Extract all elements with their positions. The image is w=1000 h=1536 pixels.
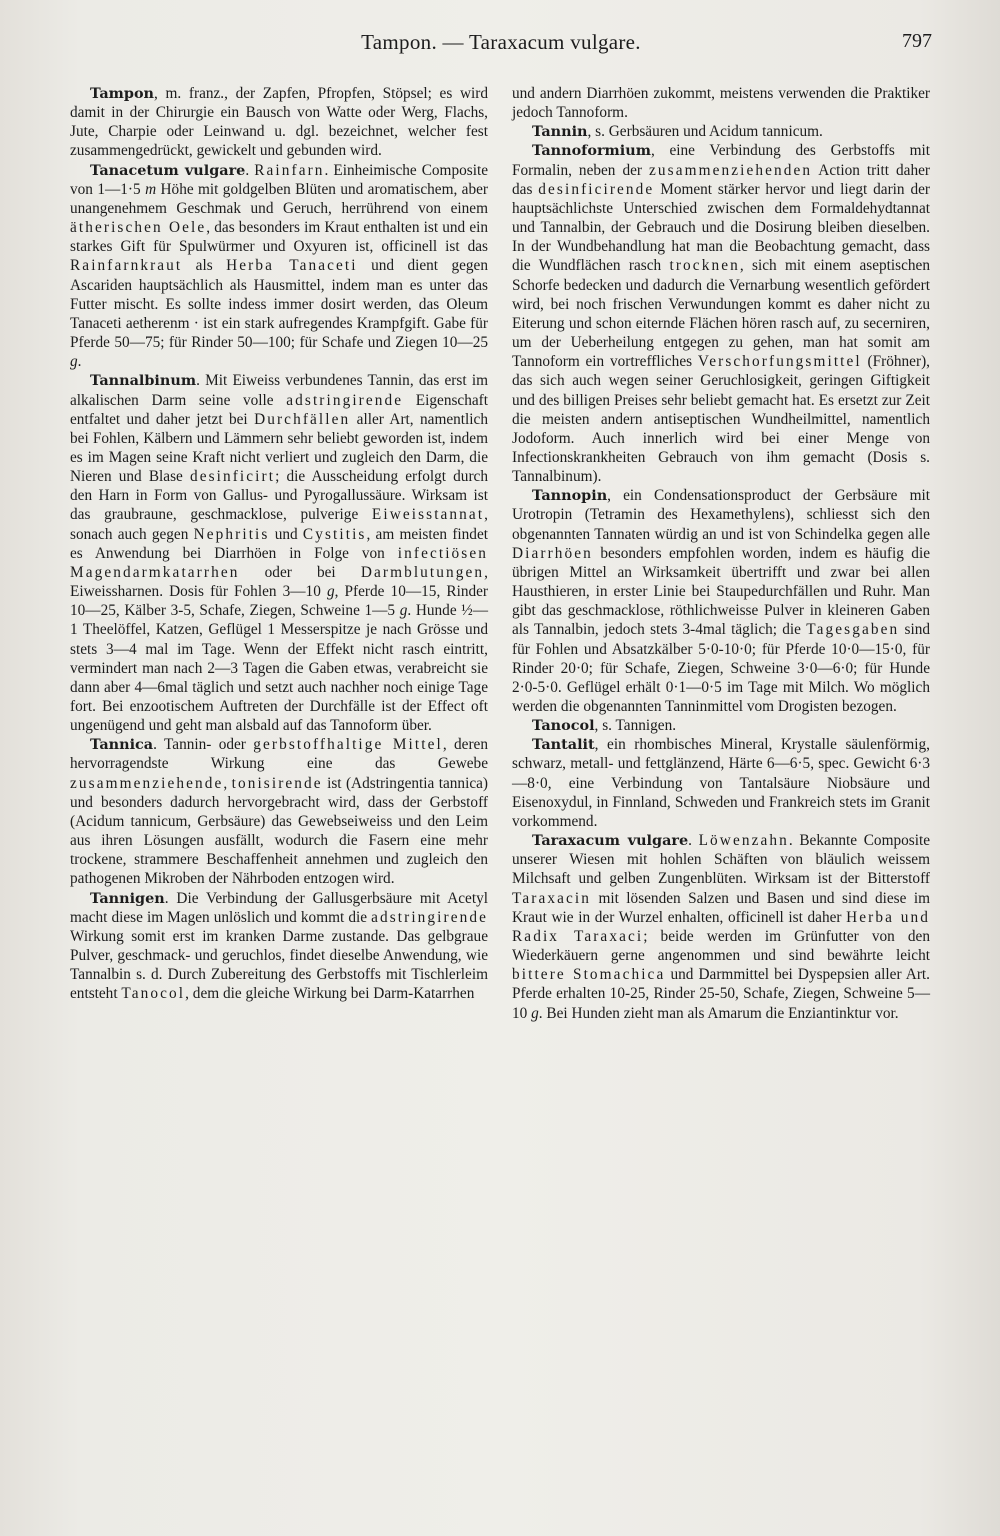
entry-paragraph bbox=[70, 84, 488, 161]
entry-text: Wirkung somit erst im kranken Darme zustande. Das gelbgraue Pulver, geschmack- und geruchlos, findet dieselbe Anwendung, wie Tannalbin s. d. Durch Zubereitung des Gerbstoffs mit Tischlerleim entsteht bbox=[70, 927, 488, 1003]
emphasized-term: Herba Tanaceti bbox=[226, 257, 358, 275]
entry-paragraph bbox=[512, 831, 930, 1023]
entry-paragraph bbox=[70, 889, 488, 1004]
entry-text: Höhe mit goldgelben Blüten und aromatischem, aber unangenehmem Geschmak und Geruch, herrührend von einem bbox=[70, 180, 488, 217]
entry-text: . Einheimische Composite von 1—1·5 bbox=[70, 161, 488, 198]
emphasized-term: Taraxacin bbox=[512, 889, 591, 907]
emphasized-term: adstringirende bbox=[286, 391, 404, 409]
entry-paragraph bbox=[512, 84, 930, 122]
emphasized-term: zusammenziehenden bbox=[649, 161, 813, 179]
emphasized-term: Diarrhöen bbox=[512, 544, 593, 562]
entry-text: ; beide werden im Grünfutter von den Wiederkäuern gerne angenommen und sind bewährte leicht bbox=[512, 927, 930, 965]
entry-text: , ein Condensationsproduct der Gerbsäure mit Urotropin (Tetramin des Hexamethylens), schliesst sich den obgenannten Tannaten würdig an und ist von Schindelka gegen alle bbox=[512, 487, 930, 543]
emphasized-term: adstringirende bbox=[371, 908, 488, 926]
entry-text: , Pferde 10—15, Rinder 10—25, Kälber 3-5, Schafe, Ziegen, Schweine 1—5 bbox=[70, 583, 488, 620]
entry-text: , ein rhombisches Mineral, Krystalle säulenförmig, schwarz, metall- und fettglänzend, Härte 6—6·5, spec. Gewicht 6·3—8·0, eine Verbindung von Tantalsäure Niobsäure und Eisenoxydul, in Finnland, Schweden und Frankreich stets im Granit vorkommend. bbox=[512, 736, 930, 830]
entry-text: Eigenschaft entfaltet und daher jetzt bei bbox=[70, 391, 489, 428]
right-column bbox=[512, 84, 930, 1023]
entry-text: Moment stärker hervor und liegt darin der hauptsächlichste Unterschied zwischen dem Formaldehydtannat und Tannalbin, der Gebrauch und die Dosirung bleiben dieselben. In der Wundbehandlung hat man die Beobachtung gemacht, dass die Wundflächen rasch bbox=[512, 180, 930, 275]
entry-paragraph bbox=[512, 735, 930, 831]
page-header bbox=[70, 30, 932, 64]
entry-text: und andern Diarrhöen zukommt, meistens verwenden die Praktiker jedoch Tannoform. bbox=[512, 85, 930, 122]
entry-headword: Tannica bbox=[90, 736, 154, 754]
entry-text: , s. Tannigen. bbox=[594, 717, 677, 735]
entry-text: sind für Fohlen und Absatzkälber 5·0-10·0; für Pferde 10·0—15·0, für Rinder 20·0; für Schafe, Ziegen, Schweine 3·0—6·0; für Hunde 2·0-5·0. Geflügel erhält 0·1—0·5 im Tage mit Milch. Wo möglich werden die obgenannten Tanninmittel vom Drogisten bezogen. bbox=[512, 621, 931, 715]
emphasized-term: Herba und Radix Taraxaci bbox=[512, 908, 931, 945]
entry-text: . Mit Eiweiss verbundenes Tannin, das erst im alkalischen Darm seine volle bbox=[70, 372, 488, 409]
entry-headword: Tanocol bbox=[532, 717, 595, 735]
entry-text: oder bei bbox=[239, 563, 361, 581]
entry-text: mit lösenden Salzen und Basen und sind diese im Kraut wie in der Wurzel enhalten, officinell ist daher bbox=[512, 889, 930, 926]
entry-headword: Tannalbinum bbox=[90, 372, 197, 390]
entry-text: , eine Verbindung des Gerbstoffs mit Formalin, neben der bbox=[512, 142, 930, 179]
entry-paragraph bbox=[70, 735, 488, 888]
left-column bbox=[70, 84, 488, 1004]
page-number: 797 bbox=[902, 30, 932, 52]
emphasized-term: Durchfällen bbox=[254, 410, 351, 428]
entry-headword: Tantalit bbox=[532, 736, 595, 754]
emphasized-term: Darmblutungen bbox=[360, 563, 485, 581]
unit-symbol: g bbox=[326, 583, 335, 601]
entry-text: und dient gegen Ascariden hauptsächlich als Hausmittel, indem man es unter das Futter mischt. Es sollte indess immer dosirt werden, das Oleum Tanaceti aetherenm · ist ein stark aufregendes Krampfgift. Gabe für Pferde 50—75; für Rinder 50—100; für Schafe und Ziegen 10—25 bbox=[70, 257, 488, 352]
entry-headword: Tannigen bbox=[90, 889, 165, 907]
entry-text: Action tritt daher das bbox=[512, 161, 930, 198]
entry-text: und Darmmittel bei Dyspepsien aller Art. Pferde erhalten 10-25, Rinder 25-50, Schafe, Ziegen, Schweine 5—10 bbox=[512, 966, 931, 1022]
entry-text: . Bekannte Composite unserer Wiesen mit hohlen Schäften von bläulich weissem Milchsaft und gelben Zungenblüten. Wirksam ist der Bitterstoff bbox=[512, 832, 931, 888]
emphasized-term: infectiösen Magendarmkatarrhen bbox=[70, 544, 488, 581]
entry-text: , Eiweissharnen. Dosis für Fohlen 3—10 bbox=[70, 563, 488, 601]
entry-text: , sich mit einem aseptischen Schorfe bedecken und dadurch die Vernarbung wesentlich gefördert wird, bei noch frischen Verwundungen kommt es daher nicht zu Eiterung und schon eiternde Flächen hören rasch auf, zu secerniren, um der Ueberheilung entgegen zu gehen, man hat somit am Tannoform ein vortreffliches bbox=[512, 257, 930, 371]
entry-text: , deren hervorragendste Wirkung eine das Gewebe bbox=[70, 736, 488, 773]
emphasized-term: Nephritis bbox=[193, 525, 270, 543]
emphasized-term: trocknen bbox=[669, 257, 740, 275]
entry-text: . Tannin- oder bbox=[153, 736, 254, 754]
emphasized-term: tonisirende bbox=[231, 774, 323, 792]
entry-text: als bbox=[182, 257, 227, 275]
entry-text: , m. franz., der Zapfen, Pfropfen, Stöpsel; es wird damit in der Chirurgie ein Bausch von Watte oder Werg, Flachs, Jute, Charpie oder Leinwand u. dgl. bezeichnet, welcher fest zusammengedrückt, gewickelt und gebunden wird. bbox=[70, 85, 488, 160]
unit-symbol: g bbox=[531, 1004, 539, 1022]
entry-text: . bbox=[688, 832, 699, 850]
emphasized-term: bittere Stomachica bbox=[512, 966, 666, 984]
entry-headword: Tampon bbox=[90, 85, 155, 102]
entry-paragraph bbox=[512, 716, 930, 735]
entry-text: (Fröhner), das sich auch wegen seiner Geruchlosigkeit, geringen Giftigkeit und des billigen Preises sehr beliebt gemacht hat. Es ersetzt zur Zeit die meisten andern antiseptischen Wundheilmittel, namentlich Jodoform. Auch innerlich wird bei einer Menge von Infectionskrankheiten Gebrauch von ihm gemacht (Dosis s. Tannalbinum). bbox=[512, 353, 930, 486]
emphasized-term: desinficirende bbox=[538, 180, 655, 198]
running-title: Tampon. — Taraxacum vulgare. bbox=[361, 30, 641, 54]
entry-paragraph bbox=[70, 371, 488, 735]
entry-text: ist (Adstringentia tannica) und besonders dadurch hervorgebracht wird, dass der Gerbstoff (Acidum tannicum, Gerbsäure) das Gewebseiweiss und den Leim aus ihren Lösungen ausfällt, wodurch die Fasern eine mehr trockene, strammere Beschaffenheit annehmen und zugleich den pathogenen Mikroben der Nährboden entzogen wird. bbox=[70, 774, 488, 888]
entry-paragraph bbox=[512, 141, 930, 486]
unit-symbol: g bbox=[70, 353, 78, 371]
emphasized-term: gerbstoffhaltige Mittel bbox=[253, 736, 443, 754]
emphasized-term: Tanocol bbox=[121, 985, 186, 1003]
entry-text: . Bei Hunden zieht man als Amarum die Enziantinktur vor. bbox=[538, 1004, 899, 1022]
entry-text: und bbox=[269, 525, 303, 543]
emphasized-term: Löwenzahn bbox=[698, 832, 789, 850]
entry-text: besonders empfohlen worden, indem es häufig die übrigen Mittel an Wirksamkeit übertrifft und zwar bei allen Hausthieren, in erster Linie bei Staupedurchfällen und Ruhr. Man gibt das geschmacklose, röthlichweisse Pulver in kleineren Gaben als Tannalbin, jedoch stets 3-4mal täglich; die bbox=[512, 544, 930, 639]
emphasized-term: zusammenziehende bbox=[70, 774, 224, 792]
entry-paragraph bbox=[70, 161, 488, 372]
entry-text: aller Art, namentlich bei Fohlen, Kälbern und Lämmern sehr beliebt geworden ist, indem es im Magen seine Kraft nicht verliert und zugleich den Darm, die Nieren und Blase bbox=[70, 410, 488, 486]
entry-text: , dem die gleiche Wirkung bei Darm-Katarrhen bbox=[185, 985, 475, 1003]
entry-headword: Tannopin bbox=[532, 487, 608, 505]
emphasized-term: Rainfarnkraut bbox=[70, 257, 183, 275]
entry-text: , sonach auch gegen bbox=[70, 506, 488, 543]
entry-text: , bbox=[223, 774, 232, 792]
emphasized-term: desinficirt bbox=[189, 468, 276, 486]
entry-text: . bbox=[245, 161, 255, 179]
entry-headword: Tannin bbox=[532, 123, 588, 141]
emphasized-term: Eiweisstannat bbox=[371, 506, 485, 524]
entry-text: , s. Gerbsäuren und Acidum tannicum. bbox=[587, 123, 823, 141]
emphasized-term: ätherischen Oele bbox=[70, 219, 207, 237]
entry-text: . Die Verbindung der Gallusgerbsäure mit Acetyl macht diese im Magen unlöslich und kommt die bbox=[70, 889, 488, 926]
entry-headword: Tanacetum vulgare bbox=[90, 161, 246, 179]
emphasized-term: Rainfarn bbox=[254, 161, 325, 179]
emphasized-term: Tagesgaben bbox=[806, 621, 900, 639]
emphasized-term: Verschorfungsmittel bbox=[697, 353, 862, 371]
entry-paragraph bbox=[512, 486, 930, 716]
emphasized-term: Cystitis bbox=[302, 525, 367, 543]
entry-text: . bbox=[77, 353, 82, 371]
entry-headword: Taraxacum vulgare bbox=[532, 832, 689, 850]
entry-text: , am meisten findet es Anwendung bei Diarrhöen in Folge von bbox=[70, 525, 488, 562]
unit-symbol: m bbox=[145, 180, 157, 198]
entry-headword: Tannoformium bbox=[532, 142, 651, 160]
entry-text: , das besonders im Kraut enthalten ist und ein starkes Gift für Spulwürmer und Oxyuren ist, officinell ist das bbox=[70, 219, 489, 256]
entry-text: ; die Ausscheidung erfolgt durch den Harn in Form von Gallus- und Pyrogallussäure. Wirksam ist das graubraune, geschmacklose, pulverige bbox=[70, 468, 488, 524]
unit-symbol: g bbox=[399, 602, 408, 620]
entry-text: . Hunde ½—1 Theelöffel, Katzen, Geflügel 1 Messerspitze je nach Grösse und stets 3—4 mal im Tage. Wenn der Effekt nicht rasch eintritt, vermindert man nach 2—3 Tagen die Gaben etwas, verabreicht sie dann aber 4—6mal täglich und setzt auch nachher noch einige Tage fort. Bei enzootischem Auftreten der Durchfälle ist der Effect oft ungenügend und geht man alsbald auf das Tannoform über. bbox=[70, 602, 488, 735]
entry-paragraph bbox=[512, 122, 930, 141]
